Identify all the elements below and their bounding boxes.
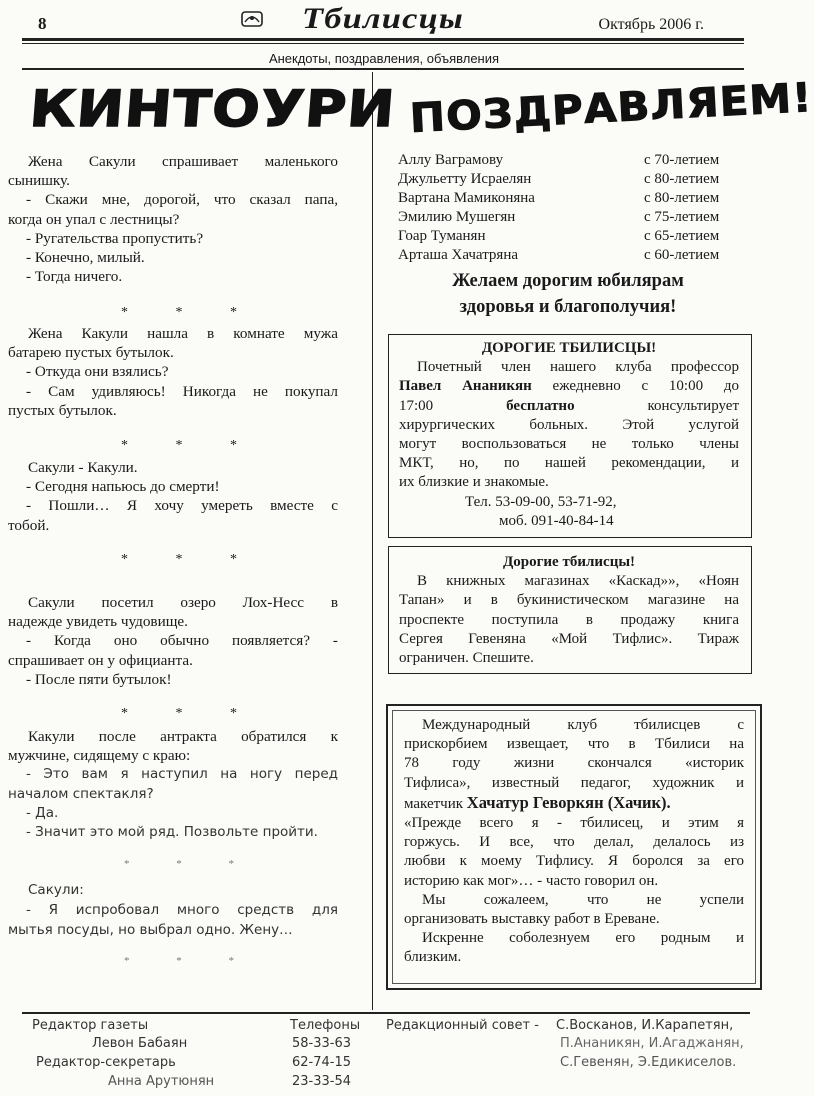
joke-line: - После пяти бутылок! (26, 670, 172, 688)
issue-date: Октябрь 2006 г. (598, 16, 704, 33)
wish-text (370, 268, 766, 320)
footer (0, 1016, 768, 1094)
joke-line: когда он упал с лестницы? (8, 210, 180, 228)
joke-line: Сакули посетил озеро Лох-Несс в (28, 594, 338, 611)
joke-line: спрашивает он у официанта. (8, 651, 193, 669)
joke-1 (8, 152, 338, 286)
congrat-age: с 80-летием (644, 171, 720, 187)
separator: * * * (121, 706, 259, 721)
council-members: С.Восканов, И.Карапетян, (556, 1018, 734, 1033)
notice-free: бесплатно (506, 397, 575, 414)
obituary-line: любви к моему Тифлису. Я боролся за его (404, 853, 744, 870)
phone-number: 58-33-63 (292, 1036, 352, 1051)
secretary-name: Анна Арутюнян (108, 1074, 215, 1089)
separator: * * * (121, 552, 259, 567)
section-caption: Анекдоты, поздравления, объявления (268, 51, 500, 66)
separator: * * * (124, 955, 256, 967)
congrat-age: с 75-летием (644, 209, 720, 225)
notice-line (399, 397, 739, 416)
obituary-line: Мы сожалеем, что не успели (422, 891, 744, 908)
congrat-name: Эмилию Мушегян (398, 209, 516, 225)
notice-book (388, 546, 752, 674)
notice-time: 17:00 (399, 397, 434, 414)
editor-name: Левон Бабаян (92, 1036, 188, 1051)
obituary-line: близким. (404, 949, 462, 966)
joke-line: - Сам удивляюсь! Никогда не покупал (26, 382, 338, 400)
masthead-logo-icon (240, 8, 266, 30)
header-rule-top (22, 38, 744, 41)
notice-line: их близкие и знакомые. (399, 474, 549, 491)
phones-label: Телефоны (290, 1018, 361, 1033)
phone-number: 62-74-15 (292, 1055, 352, 1070)
joke-line: батарею пустых бутылок. (8, 344, 174, 362)
notice-line: В книжных магазинах «Каскад»», «Ноян (417, 573, 739, 590)
joke-line: - Ругательства пропустить? (26, 229, 204, 247)
joke-line: - Пошли… Я хочу умереть вместе с (26, 497, 338, 515)
congrat-name: Аллу Ваграмову (398, 152, 504, 168)
council-label: Редакционный совет - (386, 1018, 539, 1033)
joke-6 (8, 880, 338, 940)
obituary-line: 78 году жизни скончался «историк (404, 755, 744, 772)
footer-rule (22, 1012, 750, 1014)
column-divider (372, 72, 373, 1010)
joke-line: мужчине, сидящему с краю: (8, 747, 191, 765)
joke-line: - Значит это мой ряд. Позвольте пройти. (26, 824, 318, 841)
joke-line: мытья посуды, но выбрал одно. Жену… (8, 922, 293, 938)
joke-line: Жена Сакули спрашивает маленького (28, 153, 338, 170)
congrat-name: Джульетту Исраелян (398, 171, 532, 187)
editor-label: Редактор газеты (32, 1018, 149, 1033)
joke-line: Какули после антракта обратился к (28, 728, 338, 745)
joke-5 (8, 727, 338, 842)
notice-mobile: моб. 091-40-84-14 (499, 512, 614, 529)
joke-line: Жена Какули нашла в комнате мужа (28, 325, 338, 342)
joke-line: началом спектакля? (8, 785, 154, 802)
joke-line: - Когда оно обычно появляется? - (26, 632, 338, 650)
joke-line: пустых бутылок. (8, 401, 117, 419)
deceased-name: Хачатур Геворкян (Хачик). (466, 792, 671, 812)
congrat-age: с 70-летием (644, 152, 720, 168)
secretary-label: Редактор-секретарь (36, 1055, 176, 1070)
obituary-line: Тифлиса», известный педагог, художник и (404, 774, 744, 791)
notice-line: Сергея Гевеняна «Мой Тифлис». Тираж (399, 630, 739, 647)
joke-4 (8, 593, 338, 689)
joke-line: - Откуда они взялись? (26, 363, 169, 381)
phone-number: 23-33-54 (292, 1074, 352, 1089)
notice-line: хирургических больных. Этой услугой (399, 416, 739, 433)
joke-line: - Я испробовал много средств для (26, 902, 338, 918)
congrat-age: с 80-летием (644, 190, 720, 206)
notice-title: ДОРОГИЕ ТБИЛИСЦЫ! (481, 340, 657, 356)
obituary-text: макетчик (404, 795, 464, 812)
masthead-title: Тбилисцы (302, 2, 465, 35)
joke-line: Сакули: (28, 882, 84, 898)
notice-line: Тапан» и в букинистическом магазине на (399, 592, 739, 609)
wish-line: здоровья и благополучия! (459, 297, 677, 317)
council-members: С.Гевенян, Э.Едикиселов. (560, 1055, 737, 1070)
notice-line: Почетный член нашего клуба профессор (417, 359, 739, 376)
notice-line (399, 377, 739, 396)
congrat-name: Гоар Туманян (398, 228, 486, 244)
joke-line: Сакули - Какули. (28, 459, 138, 476)
notice-title: Дорогие тбилисцы! (502, 554, 636, 570)
joke-line: - Сегодня напьюсь до смерти! (26, 478, 220, 496)
obituary-line (404, 793, 744, 814)
congrat-name: Арташа Хачатряна (398, 247, 519, 263)
joke-2 (8, 324, 338, 420)
obituary-line: горжусь. И все, что делал, делалось из (404, 834, 744, 851)
council-members: П.Ананикян, И.Агаджанян, (560, 1036, 744, 1051)
congratulations-heading: ПОЗДРАВЛЯЕМ! (408, 74, 814, 142)
joke-3 (8, 458, 338, 535)
obituary-line: прискорбием извещает, что в Тбилиси на (404, 736, 744, 753)
joke-line: - Да. (26, 804, 59, 821)
congrat-age: с 60-летием (644, 247, 720, 263)
notice-text: консультирует (647, 397, 740, 414)
separator: * * * (121, 305, 259, 320)
header-rule-bottom (22, 43, 744, 44)
obituary-line: историю как мог»… - часто говорил он. (404, 872, 659, 889)
notice-line: проспекте поступила в продажу книга (399, 611, 739, 628)
joke-line: - Скажи мне, дорогой, что сказал папа, (26, 191, 338, 209)
joke-line: - Конечно, милый. (26, 249, 145, 267)
joke-line: - Это вам я наступил на ногу перед (26, 766, 338, 783)
notice-text: ежедневно с 10:00 до (552, 378, 739, 395)
notice-line: ограничен. Спешите. (399, 650, 534, 667)
joke-line: надежде увидеть чудовище. (8, 613, 188, 631)
notice-line: МКТ, но, по нашей рекомендации, и (399, 455, 739, 472)
joke-line: тобой. (8, 516, 50, 534)
notice-line: могут воспользоваться не только члены (399, 436, 739, 453)
separator: * * * (121, 438, 259, 453)
masthead (240, 2, 540, 36)
caption-rule (22, 68, 744, 70)
separator: * * * (124, 858, 256, 870)
obituary-line: Международный клуб тбилисцев с (422, 717, 744, 733)
notice-phones: Тел. 53-09-00, 53-71-92, (465, 493, 617, 510)
jokes-heading: КИНТОУРИ (27, 80, 398, 138)
page-number: 8 (38, 14, 47, 33)
obituary-line: Искренне соболезнуем его родным и (422, 930, 744, 947)
congrat-age: с 65-летием (644, 228, 720, 244)
congrat-name: Вартана Мамиконяна (398, 190, 535, 206)
joke-line: сынишку. (8, 172, 70, 190)
obituary-line: «Прежде всего я - тбилисец, и этим я (404, 815, 744, 832)
obituary-line: организовать выставку работ в Ереване. (404, 911, 660, 928)
notice-consultation (388, 334, 752, 538)
obituary-frame (386, 704, 762, 990)
joke-line: - Тогда ничего. (26, 268, 123, 286)
doctor-name: Павел Ананикян (399, 378, 532, 395)
wish-line: Желаем дорогим юбилярам (452, 271, 684, 291)
